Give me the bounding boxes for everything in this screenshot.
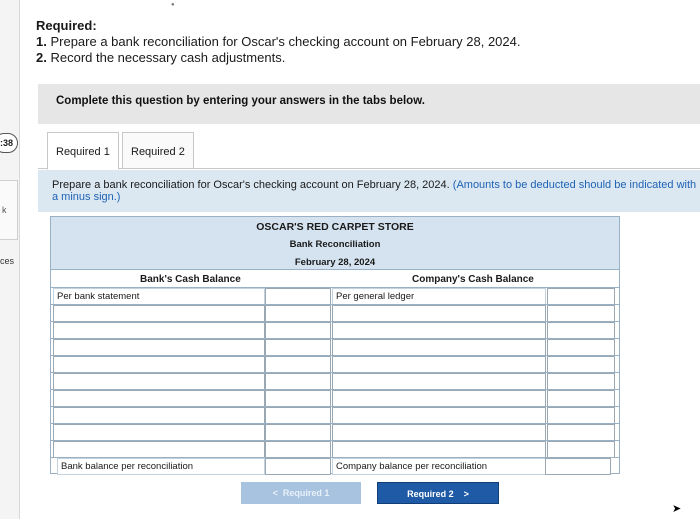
requirement-number: 2. bbox=[36, 50, 47, 65]
table-row bbox=[51, 440, 619, 457]
side-k-mark: k bbox=[2, 205, 7, 215]
table-row bbox=[51, 372, 619, 389]
bank-item-description-input[interactable] bbox=[53, 373, 265, 390]
mouse-cursor-icon: ➤ bbox=[672, 503, 682, 515]
bank-item-amount-input[interactable] bbox=[265, 441, 331, 458]
table-row bbox=[51, 423, 619, 440]
company-item-description-input[interactable] bbox=[332, 441, 546, 458]
company-item-amount-input[interactable] bbox=[547, 305, 615, 322]
company-total-input[interactable] bbox=[545, 458, 611, 475]
top-dot-icon: ● bbox=[171, 2, 175, 8]
company-item-description-input[interactable] bbox=[332, 407, 546, 424]
company-item-amount-input[interactable] bbox=[547, 339, 615, 356]
bank-item-amount-input[interactable] bbox=[265, 322, 331, 339]
table-row bbox=[51, 304, 619, 321]
instruction-note: (Amounts to be deducted should be indicated with a minus sign.) bbox=[52, 179, 697, 203]
next-button-label: Required 2 bbox=[407, 489, 454, 499]
company-item-amount-input[interactable] bbox=[547, 373, 615, 390]
bank-amount-input[interactable] bbox=[265, 288, 331, 305]
bank-item-description-input[interactable] bbox=[53, 390, 265, 407]
company-name: OSCAR'S RED CARPET STORE bbox=[256, 221, 414, 233]
company-total-label: Company balance per reconciliation bbox=[332, 458, 546, 475]
requirement-text: Prepare a bank reconciliation for Oscar's checking account on February 28, 2024. bbox=[50, 34, 521, 49]
company-item-amount-input[interactable] bbox=[547, 441, 615, 458]
bank-total-input[interactable] bbox=[265, 458, 331, 475]
company-item-description-input[interactable] bbox=[332, 390, 546, 407]
instruction-text: Prepare a bank reconciliation for Oscar's checking account on February 28, 2024. bbox=[52, 179, 450, 191]
company-item-amount-input[interactable] bbox=[547, 356, 615, 373]
bank-total-label: Bank balance per reconciliation bbox=[57, 458, 265, 475]
requirement-text: Record the necessary cash adjustments. bbox=[50, 50, 286, 65]
company-item-amount-input[interactable] bbox=[547, 407, 615, 424]
bank-item-amount-input[interactable] bbox=[265, 373, 331, 390]
requirement-item-2 bbox=[36, 50, 521, 66]
requirement-item-1 bbox=[36, 34, 521, 50]
company-column-header: Company's Cash Balance bbox=[412, 274, 534, 285]
bank-row-label: Per bank statement bbox=[53, 288, 265, 305]
table-row bbox=[51, 338, 619, 355]
total-row bbox=[51, 457, 619, 474]
bank-reconciliation-table bbox=[50, 216, 620, 474]
company-item-description-input[interactable] bbox=[332, 424, 546, 441]
bank-item-amount-input[interactable] bbox=[265, 356, 331, 373]
bank-item-amount-input[interactable] bbox=[265, 424, 331, 441]
bank-item-description-input[interactable] bbox=[53, 356, 265, 373]
bank-item-amount-input[interactable] bbox=[265, 390, 331, 407]
company-item-description-input[interactable] bbox=[332, 373, 546, 390]
side-question-badge[interactable]: :38 bbox=[0, 133, 18, 153]
requirements-title: Required: bbox=[36, 18, 97, 33]
table-row bbox=[51, 321, 619, 338]
bank-item-amount-input[interactable] bbox=[265, 339, 331, 356]
bank-item-description-input[interactable] bbox=[53, 441, 265, 458]
company-item-description-input[interactable] bbox=[332, 356, 546, 373]
chevron-left-icon: < bbox=[272, 488, 278, 498]
tab-bar bbox=[38, 124, 700, 169]
bank-item-description-input[interactable] bbox=[53, 322, 265, 339]
company-item-description-input[interactable] bbox=[332, 305, 546, 322]
bank-item-description-input[interactable] bbox=[53, 339, 265, 356]
bank-item-description-input[interactable] bbox=[53, 424, 265, 441]
instructions-banner bbox=[38, 84, 700, 124]
first-row bbox=[51, 287, 619, 304]
chevron-right-icon: > bbox=[463, 489, 469, 499]
company-item-description-input[interactable] bbox=[332, 322, 546, 339]
table-row bbox=[51, 406, 619, 423]
company-amount-input[interactable] bbox=[547, 288, 615, 305]
tab-required-2[interactable]: Required 2 bbox=[122, 132, 194, 169]
bank-item-amount-input[interactable] bbox=[265, 407, 331, 424]
requirements-block bbox=[36, 18, 521, 66]
table-row bbox=[51, 355, 619, 372]
statement-title: Bank Reconciliation bbox=[289, 239, 381, 250]
company-item-amount-input[interactable] bbox=[547, 390, 615, 407]
previous-button-label: Required 1 bbox=[282, 488, 330, 498]
bank-item-description-input[interactable] bbox=[53, 407, 265, 424]
company-row-label: Per general ledger bbox=[332, 288, 546, 305]
company-item-amount-input[interactable] bbox=[547, 322, 615, 339]
table-row bbox=[51, 389, 619, 406]
bank-item-amount-input[interactable] bbox=[265, 305, 331, 322]
bank-item-description-input[interactable] bbox=[53, 305, 265, 322]
statement-date: February 28, 2024 bbox=[294, 257, 376, 268]
banner-text: Complete this question by entering your answers in the tabs below. bbox=[56, 95, 425, 107]
company-item-description-input[interactable] bbox=[332, 339, 546, 356]
next-tab-button[interactable] bbox=[377, 482, 499, 504]
tab-required-1[interactable]: Required 1 bbox=[47, 132, 119, 170]
instruction-box bbox=[38, 170, 700, 212]
company-item-amount-input[interactable] bbox=[547, 424, 615, 441]
bank-column-header: Bank's Cash Balance bbox=[140, 274, 241, 285]
previous-tab-button[interactable] bbox=[241, 482, 361, 504]
side-references-label[interactable]: ces bbox=[0, 256, 15, 266]
table-header bbox=[51, 217, 619, 270]
requirement-number: 1. bbox=[36, 34, 47, 49]
